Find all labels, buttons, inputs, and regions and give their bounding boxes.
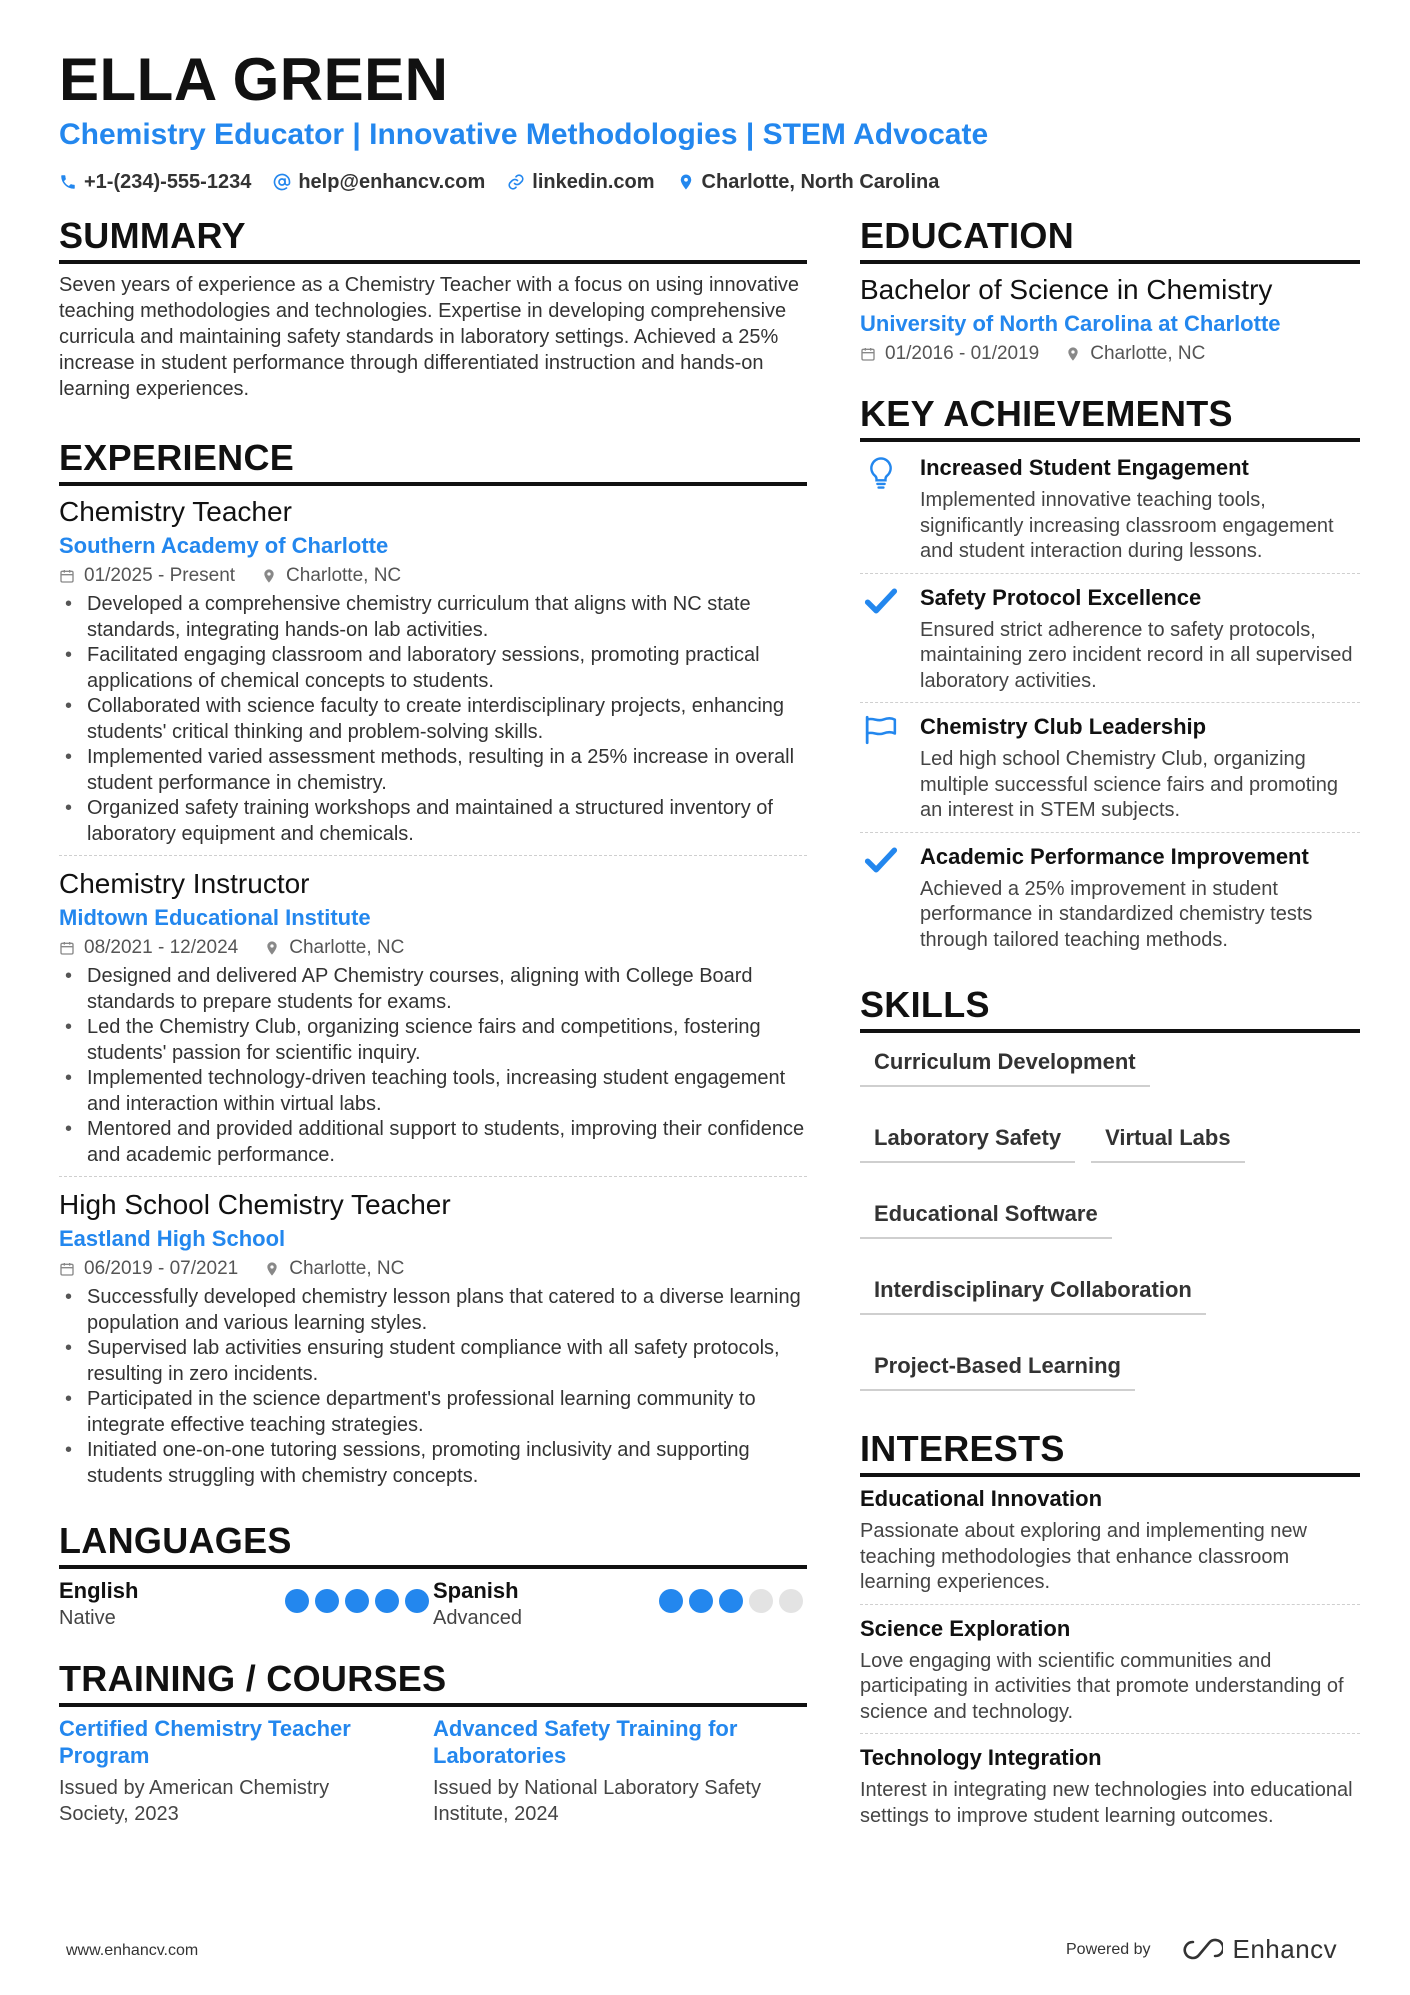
contact-bar — [59, 168, 939, 196]
bullet-item: • Supervised lab activities ensuring student compliance with all safety protocols, resulting in zero incidents. — [59, 1336, 807, 1387]
interest-item — [860, 1615, 1360, 1735]
bullet-item: • Collaborated with science faculty to create interdisciplinary projects, enhancing students' critical thinking and problem-solving skills. — [59, 694, 807, 745]
brand-logo[interactable] — [1179, 1934, 1338, 1965]
right-column — [860, 214, 1360, 1837]
achievement-desc: Led high school Chemistry Club, organizing multiple successful science fairs and promoting an interest in STEM subjects. — [920, 748, 1338, 821]
job-bullets — [59, 1285, 807, 1489]
location-pin-icon — [264, 1261, 280, 1277]
left-column — [59, 214, 807, 1827]
job-title: High School Chemistry Teacher — [59, 1189, 451, 1220]
email-text: help@enhancv.com — [298, 171, 486, 193]
skills-section — [860, 983, 1360, 1391]
achievement-title: Academic Performance Improvement — [920, 843, 1309, 869]
lightbulb-icon — [866, 456, 896, 490]
contact-email[interactable] — [273, 168, 485, 196]
footer-website[interactable]: www.enhancv.com — [66, 1942, 199, 1959]
location-pin-icon — [677, 173, 695, 191]
calendar-icon — [59, 568, 75, 584]
checkmark-icon — [864, 586, 898, 616]
bullet-item: • Mentored and provided additional support to students, improving their confidence and academic performance. — [59, 1117, 807, 1168]
summary-text: Seven years of experience as a Chemistry Teacher with a focus on using innovative teaching methodologies and technologies. Expertise in developing comprehensive curricula and maintaining safety standards in laboratory settings. Achieved a 25% increase in student performance through differentiated instruction and hands-on learning experiences. — [59, 274, 800, 400]
interest-title: Technology Integration — [860, 1745, 1102, 1770]
achievement-item — [860, 444, 1360, 574]
interest-title: Science Exploration — [860, 1615, 1071, 1641]
achievement-title: Safety Protocol Excellence — [920, 584, 1202, 610]
job-meta — [59, 562, 807, 590]
achievements-heading: KEY ACHIEVEMENTS — [860, 392, 1360, 442]
bullet-item: • Developed a comprehensive chemistry curriculum that aligns with NC state standards, integrating hands-on lab activities. — [59, 592, 807, 643]
job-location-text: Charlotte, NC — [289, 1258, 405, 1279]
job-dates — [59, 1255, 238, 1283]
rating-dot-filled — [315, 1589, 339, 1613]
job-location-text: Charlotte, NC — [286, 565, 402, 586]
languages-heading: LANGUAGES — [59, 1519, 807, 1569]
location-pin-icon — [264, 940, 280, 956]
training-section — [59, 1657, 807, 1827]
rating-dot-empty — [749, 1589, 773, 1613]
course-item — [433, 1715, 807, 1827]
rating-dot-filled — [345, 1589, 369, 1613]
link-icon — [507, 173, 525, 191]
education-meta — [860, 340, 1360, 368]
rating-dot-filled — [719, 1589, 743, 1613]
language-level: Advanced — [433, 1607, 522, 1629]
summary-section — [59, 214, 807, 402]
company-name: Midtown Educational Institute — [59, 905, 371, 930]
interests-section — [860, 1427, 1360, 1837]
courses-row — [59, 1715, 807, 1827]
language-item — [433, 1577, 807, 1631]
experience-item — [59, 1187, 807, 1497]
skill-tag: Curriculum Development — [860, 1047, 1150, 1087]
language-name: Spanish — [433, 1578, 519, 1603]
calendar-icon — [59, 940, 75, 956]
footer-branding — [1066, 1934, 1337, 1965]
interest-desc: Love engaging with scientific communities and participating in activities that promote understanding of science and technology. — [860, 1649, 1344, 1723]
job-meta — [59, 934, 807, 962]
interest-item — [860, 1485, 1360, 1605]
experience-item — [59, 866, 807, 1177]
job-title: Chemistry Teacher — [59, 496, 292, 527]
education-dates-text: 01/2016 - 01/2019 — [885, 343, 1040, 364]
enhancv-logo-icon — [1179, 1938, 1223, 1962]
contact-location — [677, 168, 940, 196]
rating-dot-filled — [285, 1589, 309, 1613]
job-bullets — [59, 592, 807, 847]
phone-text: +1-(234)-555-1234 — [84, 171, 252, 193]
bullet-item: • Organized safety training workshops and maintained a structured inventory of laboratory equipment and chemicals. — [59, 796, 807, 847]
job-dates — [59, 562, 235, 590]
summary-heading: SUMMARY — [59, 214, 807, 264]
job-location — [264, 934, 404, 962]
course-item — [59, 1715, 433, 1827]
achievement-title: Increased Student Engagement — [920, 455, 1249, 480]
languages-row — [59, 1577, 807, 1631]
experience-item — [59, 494, 807, 856]
language-level: Native — [59, 1607, 116, 1629]
skill-tag: Laboratory Safety — [860, 1123, 1075, 1163]
company-name: Southern Academy of Charlotte — [59, 533, 389, 558]
achievement-desc: Achieved a 25% improvement in student performance in standardized chemistry tests through tailored teaching methods. — [920, 877, 1313, 951]
bullet-item: • Implemented varied assessment methods, resulting in a 25% increase in overall student performance in chemistry. — [59, 745, 807, 796]
rating-dot-filled — [405, 1589, 429, 1613]
rating-dot-empty — [779, 1589, 803, 1613]
rating-dot-filled — [375, 1589, 399, 1613]
powered-by-text: Powered by — [1066, 1940, 1151, 1958]
course-issuer: Issued by American Chemistry Society, 2023 — [59, 1777, 330, 1825]
skills-heading: SKILLS — [860, 983, 1360, 1033]
degree: Bachelor of Science in Chemistry — [860, 274, 1273, 305]
bullet-item: • Initiated one-on-one tutoring sessions, promoting inclusivity and supporting students struggling with chemistry concepts. — [59, 1438, 807, 1489]
bullet-item: • Led the Chemistry Club, organizing science fairs and competitions, fostering students' passion for scientific inquiry. — [59, 1015, 807, 1066]
job-location — [261, 562, 401, 590]
checkmark-icon — [864, 845, 898, 875]
location-text: Charlotte, North Carolina — [701, 171, 940, 193]
contact-phone[interactable] — [59, 168, 251, 196]
education-dates — [860, 340, 1039, 368]
skill-tag: Virtual Labs — [1091, 1123, 1245, 1163]
job-location — [264, 1255, 404, 1283]
job-dates-text: 06/2019 - 07/2021 — [84, 1258, 239, 1279]
skill-tag: Interdisciplinary Collaboration — [860, 1275, 1206, 1315]
interests-heading: INTERESTS — [860, 1427, 1360, 1477]
interest-item — [860, 1744, 1360, 1837]
course-issuer: Issued by National Laboratory Safety Institute, 2024 — [433, 1777, 761, 1825]
achievement-desc: Ensured strict adherence to safety protocols, maintaining zero incident record in all supervised laboratory activities. — [920, 618, 1353, 692]
experience-section — [59, 436, 807, 1497]
at-sign-icon — [273, 173, 291, 191]
location-pin-icon — [261, 568, 277, 584]
rating-dot-filled — [659, 1589, 683, 1613]
job-dates-text: 01/2025 - Present — [84, 565, 236, 586]
language-item — [59, 1577, 433, 1631]
link-text: linkedin.com — [532, 171, 655, 193]
achievement-item — [860, 574, 1360, 704]
skill-tag: Educational Software — [860, 1199, 1112, 1239]
experience-heading: EXPERIENCE — [59, 436, 807, 486]
bullet-item: • Facilitated engaging classroom and laboratory sessions, promoting practical applications of chemical concepts to students. — [59, 643, 807, 694]
job-title: Chemistry Instructor — [59, 868, 310, 899]
skill-tag: Project-Based Learning — [860, 1351, 1135, 1391]
achievement-item — [860, 703, 1360, 833]
bullet-item: • Successfully developed chemistry lesson plans that catered to a diverse learning population and various learning styles. — [59, 1285, 807, 1336]
achievement-title: Chemistry Club Leadership — [920, 714, 1207, 739]
education-location-text: Charlotte, NC — [1090, 343, 1206, 364]
bullet-item: • Implemented technology-driven teaching tools, increasing student engagement and interaction within virtual labs. — [59, 1066, 807, 1117]
languages-section — [59, 1519, 807, 1631]
education-section — [860, 214, 1360, 368]
job-dates — [59, 934, 238, 962]
location-pin-icon — [1065, 346, 1081, 362]
language-rating — [659, 1589, 803, 1613]
achievements-section — [860, 392, 1360, 961]
rating-dot-filled — [689, 1589, 713, 1613]
education-location — [1065, 340, 1205, 368]
job-meta — [59, 1255, 807, 1283]
skills-list — [860, 1041, 1360, 1391]
job-bullets — [59, 964, 807, 1168]
brand-name: Enhancv — [1232, 1934, 1338, 1964]
interest-desc: Passionate about exploring and implementing new teaching methodologies that enhance classroom learning experiences. — [860, 1520, 1307, 1593]
interest-desc: Interest in integrating new technologies into educational settings to improve student learning outcomes. — [860, 1779, 1353, 1827]
school-name: University of North Carolina at Charlotte — [860, 311, 1281, 336]
phone-icon — [59, 173, 77, 191]
achievement-item — [860, 833, 1360, 962]
job-dates-text: 08/2021 - 12/2024 — [84, 937, 239, 958]
headline: Chemistry Educator | Innovative Methodologies | STEM Advocate — [59, 118, 989, 151]
candidate-name: ELLA GREEN — [59, 46, 449, 113]
education-heading: EDUCATION — [860, 214, 1360, 264]
course-title: Certified Chemistry Teacher Program — [59, 1716, 351, 1768]
bullet-item: • Designed and delivered AP Chemistry courses, aligning with College Board standards to prepare students for exams. — [59, 964, 807, 1015]
language-rating — [285, 1589, 429, 1613]
calendar-icon — [59, 1261, 75, 1277]
achievement-desc: Implemented innovative teaching tools, significantly increasing classroom engagement and student interaction during lessons. — [920, 489, 1334, 562]
interest-title: Educational Innovation — [860, 1486, 1103, 1511]
training-heading: TRAINING / COURSES — [59, 1657, 807, 1707]
calendar-icon — [860, 346, 876, 362]
flag-icon — [863, 715, 899, 745]
company-name: Eastland High School — [59, 1226, 286, 1251]
course-title: Advanced Safety Training for Laboratories — [433, 1716, 738, 1768]
contact-link[interactable] — [507, 168, 654, 196]
bullet-item: • Participated in the science department's professional learning community to integrate effective teaching strategies. — [59, 1387, 807, 1438]
job-location-text: Charlotte, NC — [289, 937, 405, 958]
language-name: English — [59, 1578, 139, 1603]
